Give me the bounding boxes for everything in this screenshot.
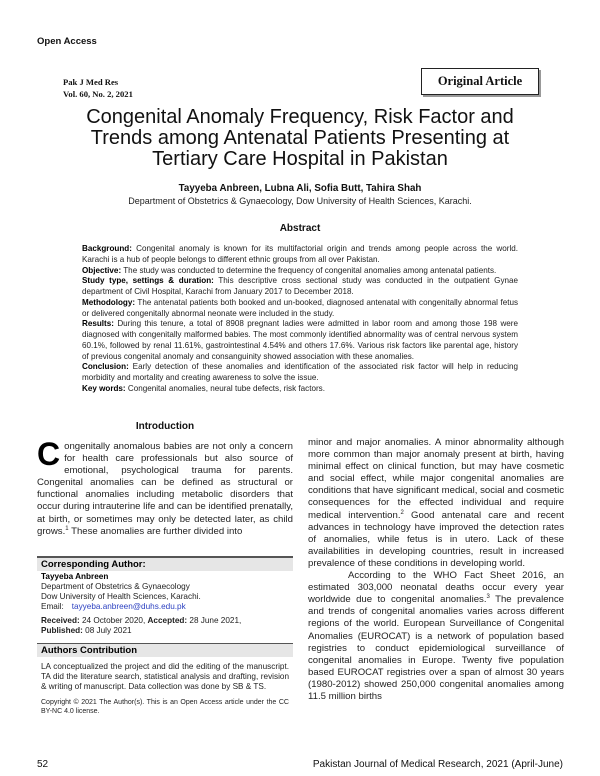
introduction-heading: Introduction: [135, 421, 195, 432]
journal-abbrev: Pak J Med Res: [63, 77, 119, 87]
abstract-conclusion: Conclusion: Early detection of these anomalies and identification of the associated risk factor will help in reducing morbidity and mortality and creating awareness to solve the issue.: [82, 362, 518, 382]
body-column-right: [308, 437, 564, 703]
abstract-results: Results: During this tenure, a total of 8908 pregnant ladies were admitted in labor room and among those 198 were diagnosed with congenitally malformed babies. The most commonly identified abnormality was of central nervous system 60.1%, followed by renal 11.61%, gastrointestinal 4.54% and others 17.6%. Various risk factors like parental age, history of previous congenital anomaly and consanguinity showed association with these anomalies.: [82, 319, 518, 361]
title-line: Trends among Antenatal Patients Presenting at: [90, 127, 510, 149]
email-link[interactable]: tayyeba.anbreen@duhs.edu.pk: [71, 602, 186, 611]
author-list: Tayyeba Anbreen, Lubna Ali, Sofia Butt, Tahira Shah: [178, 183, 422, 194]
contribution-heading: Authors Contribution: [37, 643, 293, 657]
footer-journal: Pakistan Journal of Medical Research, 2021 (April-June): [312, 759, 563, 770]
journal-info: [63, 77, 133, 100]
abstract-objective: Objective: The study was conducted to determine the frequency of congenital anomalies among antenatal patients.: [82, 265, 497, 275]
title-line: Tertiary Care Hospital in Pakistan: [152, 148, 448, 170]
corresponding-heading: Corresponding Author:: [37, 556, 293, 571]
corresponding-univ: Dow University of Health Sciences, Karachi.: [41, 592, 201, 601]
email-row: [41, 602, 289, 612]
title-line: Congenital Anomaly Frequency, Risk Factor and: [86, 106, 514, 128]
abstract-heading: Abstract: [279, 223, 321, 234]
intro-paragraph-1: Congenitally anomalous babies are not only a concern for health care professionals but also source of emotional, psychological trauma for parents. Congenital anomalies can be defined as structural or functional anomalies including metabolic disorders that occur during intrauterine life and can be identified prenatally, at birth, or sometimes may only be detected later, as child grows.$^1$ These anomalies are further divided into: [37, 436, 293, 537]
drop-cap: C: [37, 436, 61, 472]
citation: 3: [486, 594, 490, 601]
abstract-background: Background: Congenital anomaly is known for its multifactorial origin and trends among people across the world. Karachi is a hub of people belongs to different ethnic groups from all over Pakistan.: [82, 244, 518, 264]
corresponding-dept: Department of Obstetrics & Gynaecology: [41, 582, 190, 591]
copyright-notice: Copyright © 2021 The Author(s). This is an Open Access article under the CC BY-NC 4.0 license.: [41, 698, 289, 715]
open-access-label: Open Access: [37, 36, 97, 47]
intro-paragraph-2: minor and major anomalies. A minor abnormality although more common than major anomaly present at birth, having minimal effect on clinical function, but may have cosmetic and social effect, while major congenital anomalies are conditions that have significant medical, social and cosmetic consequences for the effected individual and require medical intervention.$^2$ Good antenatal care and recent advances in technology have improved the detection rates of anomalies, while fetus is in utero. Lack of these availabilities in developing countries, result in increased prevalence of these conditions in developing world.: [308, 437, 564, 569]
body-column-left: [37, 436, 293, 538]
authors-contribution-box: [37, 643, 293, 716]
page-number: 52: [37, 759, 49, 770]
article-title: [40, 107, 560, 170]
left-column-boxes: [37, 556, 293, 716]
email-label: Email:: [41, 602, 64, 611]
affiliation: Department of Obstetrics & Gynaecology, Dow University of Health Sciences, Karachi.: [128, 196, 472, 206]
journal-volume: Vol. 60, No. 2, 2021: [63, 88, 133, 99]
abstract-body: [82, 244, 518, 395]
citation: 1: [65, 525, 69, 532]
corresponding-author-box: [37, 556, 293, 637]
contribution-text: LA conceptualized the project and did the editing of the manuscript. TA did the literature search, statistical analysis and drafting, revision & writing of manuscript. Data collection was done by SB & TS.: [41, 662, 289, 692]
abstract-keywords: Key words: Congenital anomalies, neural tube defects, risk factors.: [82, 383, 325, 393]
corresponding-name: Tayyeba Anbreen: [41, 572, 109, 581]
abstract-study-type: Study type, settings & duration: This descriptive cross sectional study was conducted in the outpatient Gynae department of Civil Hospital, Karachi from January 2017 to December 2018.: [82, 276, 518, 296]
intro-paragraph-3: According to the WHO Fact Sheet 2016, an estimated 303,000 neonatal deaths occur every year worldwide due to congenital anomalies.$^3$ The prevalence and trends of congenital anomalies varies across different regions of the world. European Surveillance of Congenital Anomalies (EUROCAT) is a network of population based registries to conduct epidemiological surveillance of congenital anomalies in Europe. Twenty five population based EUROCAT registries over a span of almost 30 years (1980-2012) showed 250,000 congenital anomalies among 11.5 million births: [308, 570, 565, 702]
citation: 2: [400, 509, 404, 516]
dates: Received: 24 October 2020, Accepted: 28 June 2021, Published: 08 July 2021: [41, 616, 242, 635]
abstract-methodology: Methodology: The antenatal patients both booked and un-booked, diagnosed antenatal with congenitally abnormal fetus or delivered congenitally abnormal neonate were included in the study.: [82, 297, 518, 318]
article-type-badge: Original Article: [421, 68, 539, 95]
